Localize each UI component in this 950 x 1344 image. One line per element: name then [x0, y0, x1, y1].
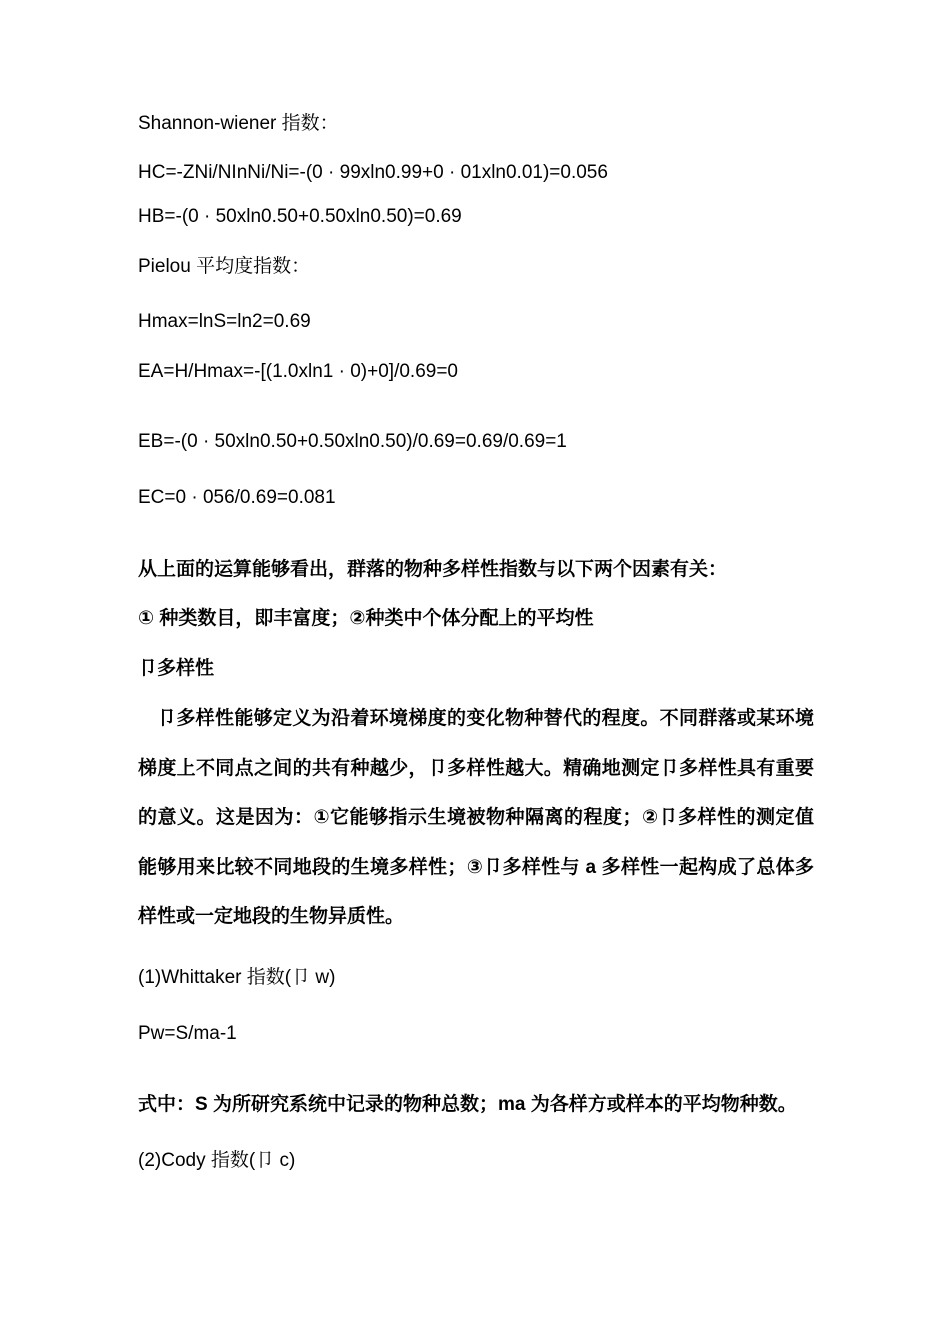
formula-ea: EA=H/Hmax=-[(1.0xln1 · 0)+0]/0.69=0: [138, 361, 458, 382]
formula-ec: EC=0 · 056/0.69=0.081: [138, 487, 336, 508]
formula-hmax: Hmax=lnS=ln2=0.69: [138, 311, 311, 332]
formula-hc: HC=-ZNi/NInNi/Ni=-(0 · 99xln0.99+0 · 01xln0.01)=0.056: [138, 162, 608, 183]
whittaker-heading: (1)Whittaker 指数(卩 w): [138, 967, 336, 988]
beta-diversity-heading: 卩多样性: [138, 658, 215, 679]
formula-pw: Pw=S/ma-1: [138, 1023, 237, 1044]
formula-explanation: 式中：S 为所研究系统中记录的物种总数；ma 为各样方或样本的平均物种数。: [138, 1094, 797, 1115]
cody-heading: (2)Cody 指数(卩 c): [138, 1150, 296, 1171]
factors-list: ① 种类数目，即丰富度；②种类中个体分配上的平均性: [138, 608, 594, 629]
formula-hb: HB=-(0 · 50xln0.50+0.50xln0.50)=0.69: [138, 206, 462, 227]
formula-eb: EB=-(0 · 50xln0.50+0.50xln0.50)/0.69=0.69/0.69=1: [138, 431, 567, 452]
shannon-heading: Shannon-wiener 指数：: [138, 113, 339, 134]
pielou-heading: Pielou 平均度指数：: [138, 256, 311, 277]
beta-diversity-paragraph: 卩多样性能够定义为沿着环境梯度的变化物种替代的程度。不同群落或某环境梯度上不同点之间的共有种越少，卩多样性越大。精确地测定卩多样性具有重要的意义。这是因为：①它能够指示生境被物种隔离的程度；②卩多样性的测定值能够用来比较不同地段的生境多样性；③卩多样性与 a 多样性一起构成了总体多样性或一定地段的生物异质性。: [138, 708, 814, 927]
conclusion-text: 从上面的运算能够看出，群落的物种多样性指数与以下两个因素有关：: [138, 559, 728, 580]
